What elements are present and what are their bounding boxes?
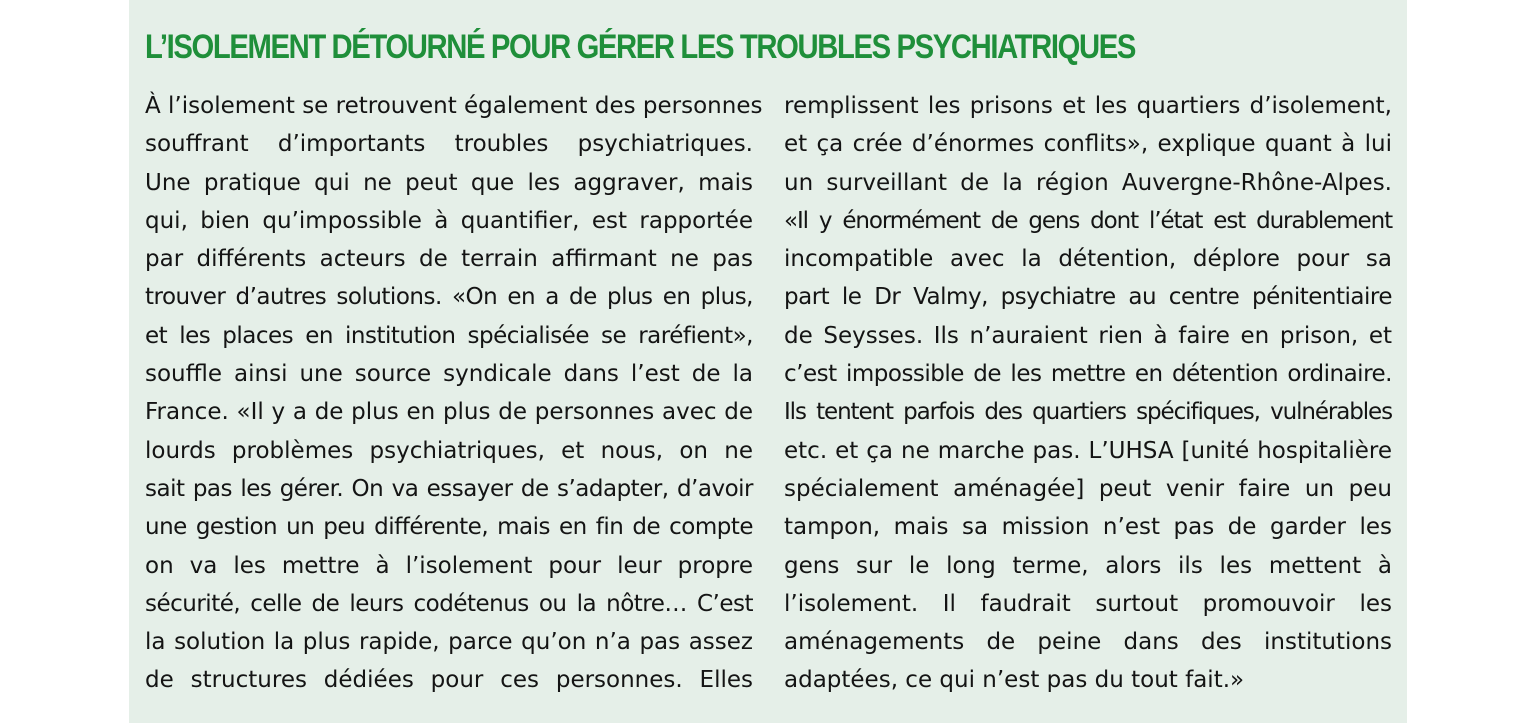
paragraph-line: la solution la plus rapide, parce qu’on n’a pas assez [145, 629, 753, 656]
paragraph-line: souffrant d’importants troubles psychiatriques. [145, 131, 753, 158]
paragraph-line: un surveillant de la région Auvergne-Rhône-Alpes. [784, 169, 1392, 196]
paragraph-line: spécialement aménagée] peut venir faire un peu [784, 475, 1392, 502]
right-column [784, 87, 1392, 700]
paragraph-line: souffle ainsi une source syndicale dans l’est de la [145, 361, 753, 388]
paragraph-line: et ça crée d’énormes conflits», explique quant à lui [784, 131, 1392, 158]
paragraph-line: gens sur le long terme, alors ils les mettent à [784, 552, 1392, 579]
article-title: L’ISOLEMENT DÉTOURNÉ POUR GÉRER LES TROUBLES PSYCHIATRIQUES [145, 28, 1135, 66]
paragraph-line: remplissent les prisons et les quartiers d’isolement, [784, 93, 1392, 119]
paragraph-line: aménagements de peine dans des institutions [784, 629, 1392, 656]
paragraph-line: on va les mettre à l’isolement pour leur propre [145, 552, 753, 579]
paragraph-line: part le Dr Valmy, psychiatre au centre pénitentiaire [784, 284, 1392, 311]
paragraph-line: adaptées, ce qui n’est pas du tout fait.» [784, 667, 1245, 694]
paragraph-line: trouver d’autres solutions. «On en a de plus en plus, [145, 284, 753, 311]
paragraph-line: de Seysses. Ils n’auraient rien à faire en prison, et [784, 322, 1392, 349]
paragraph-line: et les places en institution spécialisée se raréfient», [145, 322, 753, 349]
paragraph-line: sécurité, celle de leurs codétenus ou la nôtre… C’est [145, 590, 753, 617]
paragraph-line: qui, bien qu’impossible à quantifier, est rapportée [145, 207, 753, 234]
paragraph-line: France. «Il y a de plus en plus de personnes avec de [145, 399, 753, 426]
paragraph-line: sait pas les gérer. On va essayer de s’adapter, d’avoir [145, 475, 753, 502]
left-column [145, 87, 763, 700]
article-box [129, 0, 1407, 723]
paragraph-line: c’est impossible de les mettre en détention ordinaire. [784, 361, 1392, 388]
paragraph-line: lourds problèmes psychiatriques, et nous, on ne [145, 437, 753, 464]
paragraph-line: par différents acteurs de terrain affirmant ne pas [145, 246, 753, 273]
paragraph-line: etc. et ça ne marche pas. L’UHSA [unité hospitalière [784, 437, 1392, 464]
paragraph-line: une gestion un peu différente, mais en fin de compte [145, 514, 753, 541]
paragraph-line: Une pratique qui ne peut que les aggraver, mais [145, 169, 753, 196]
paragraph-line: l’isolement. Il faudrait surtout promouvoir les [784, 590, 1392, 617]
paragraph-line: de structures dédiées pour ces personnes. Elles [145, 667, 753, 694]
paragraph-line: tampon, mais sa mission n’est pas de garder les [784, 514, 1392, 541]
paragraph-line: Ils tentent parfois des quartiers spécifiques, vulnérables [784, 399, 1392, 426]
paragraph-line: incompatible avec la détention, déplore pour sa [784, 246, 1392, 273]
paragraph-line: «Il y énormément de gens dont l’état est durablement [784, 207, 1392, 234]
paragraph-line: À l’isolement se retrouvent également des personnes [145, 93, 763, 119]
